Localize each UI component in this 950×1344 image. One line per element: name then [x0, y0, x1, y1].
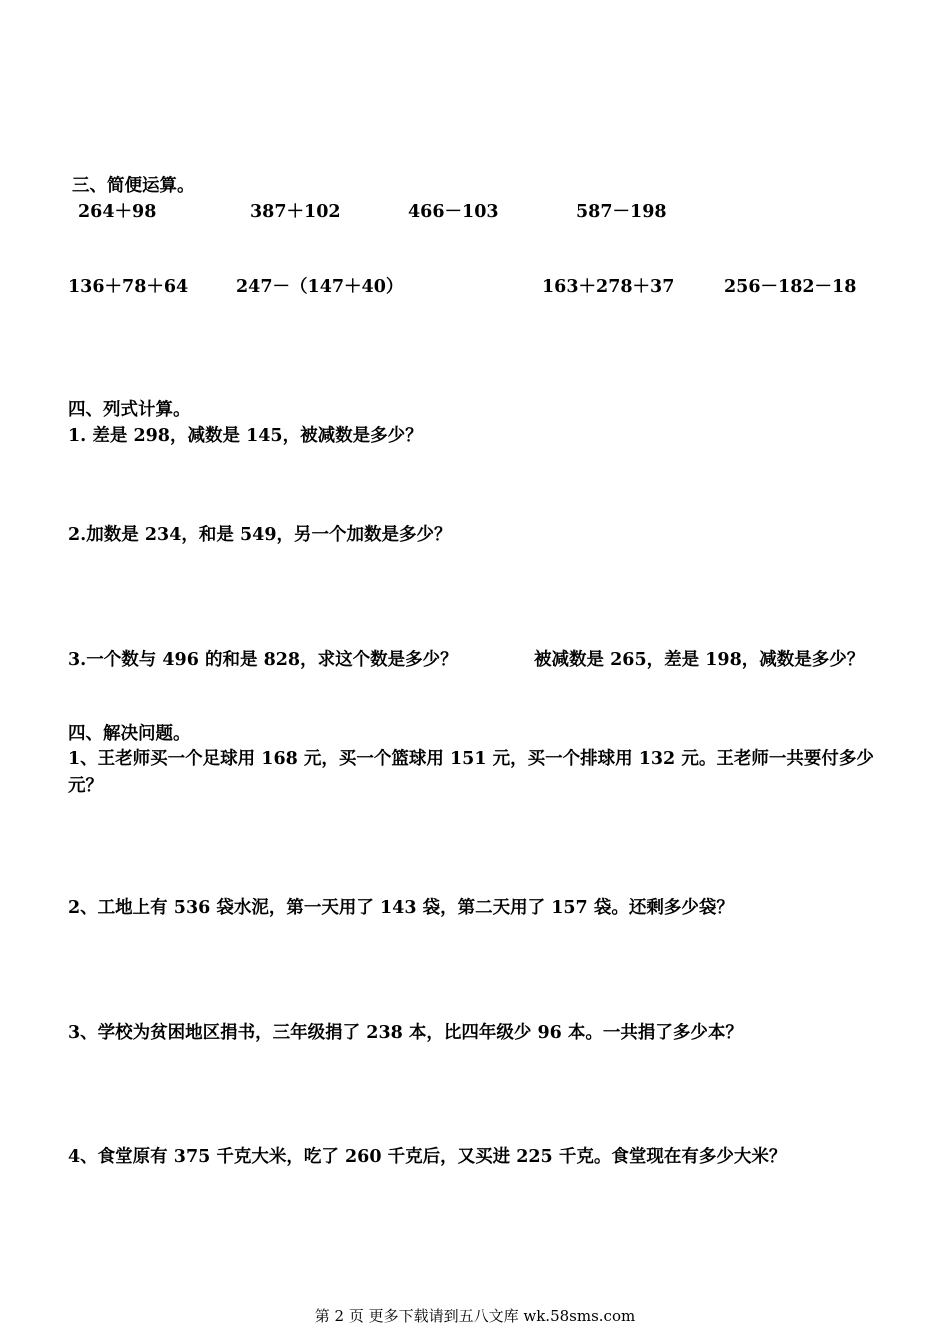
calc-item: 587－198: [576, 202, 667, 222]
page-footer: 第 2 页 更多下载请到五八文库 wk.58sms.com: [314, 1307, 636, 1325]
calc-item: 247－（147＋40）: [236, 277, 404, 297]
problem-item: 2、工地上有 536 袋水泥，第一天用了 143 袋，第二天用了 157 袋。还剩多少袋？: [68, 898, 734, 918]
calc-item: 136＋78＋64: [68, 277, 189, 297]
problem-item: 3、学校为贫困地区捐书，三年级捐了 238 本，比四年级少 96 本。一共捐了多少本？: [68, 1023, 743, 1043]
question-item: 3.一个数与 496 的和是 828，求这个数是多少？: [68, 650, 458, 670]
calc-item: 466－103: [408, 202, 499, 222]
calc-item: 256－182－18: [724, 277, 857, 297]
problem-item: 4、食堂原有 375 千克大米，吃了 260 千克后，又买进 225 千克。食堂现在有多少大米？: [68, 1147, 787, 1167]
question-item: 1. 差是 298，减数是 145，被减数是多少？: [68, 426, 423, 446]
section-problem-solving-title: 四、解决问题。: [68, 724, 191, 744]
section-simple-calc-title: 三、简便运算。: [72, 176, 195, 196]
question-item: 被减数是 265，差是 198，减数是多少？: [534, 650, 865, 670]
section-equation-title: 四、列式计算。: [68, 400, 191, 420]
calc-item: 387＋102: [250, 202, 341, 222]
question-item: 2.加数是 234，和是 549，另一个加数是多少？: [68, 525, 452, 545]
problem-item: 1、王老师买一个足球用 168 元，买一个篮球用 151 元，买一个排球用 132 元。王老师一共要付多少元？: [68, 749, 874, 796]
calc-item: 264＋98: [78, 202, 157, 222]
calc-item: 163＋278＋37: [542, 277, 675, 297]
